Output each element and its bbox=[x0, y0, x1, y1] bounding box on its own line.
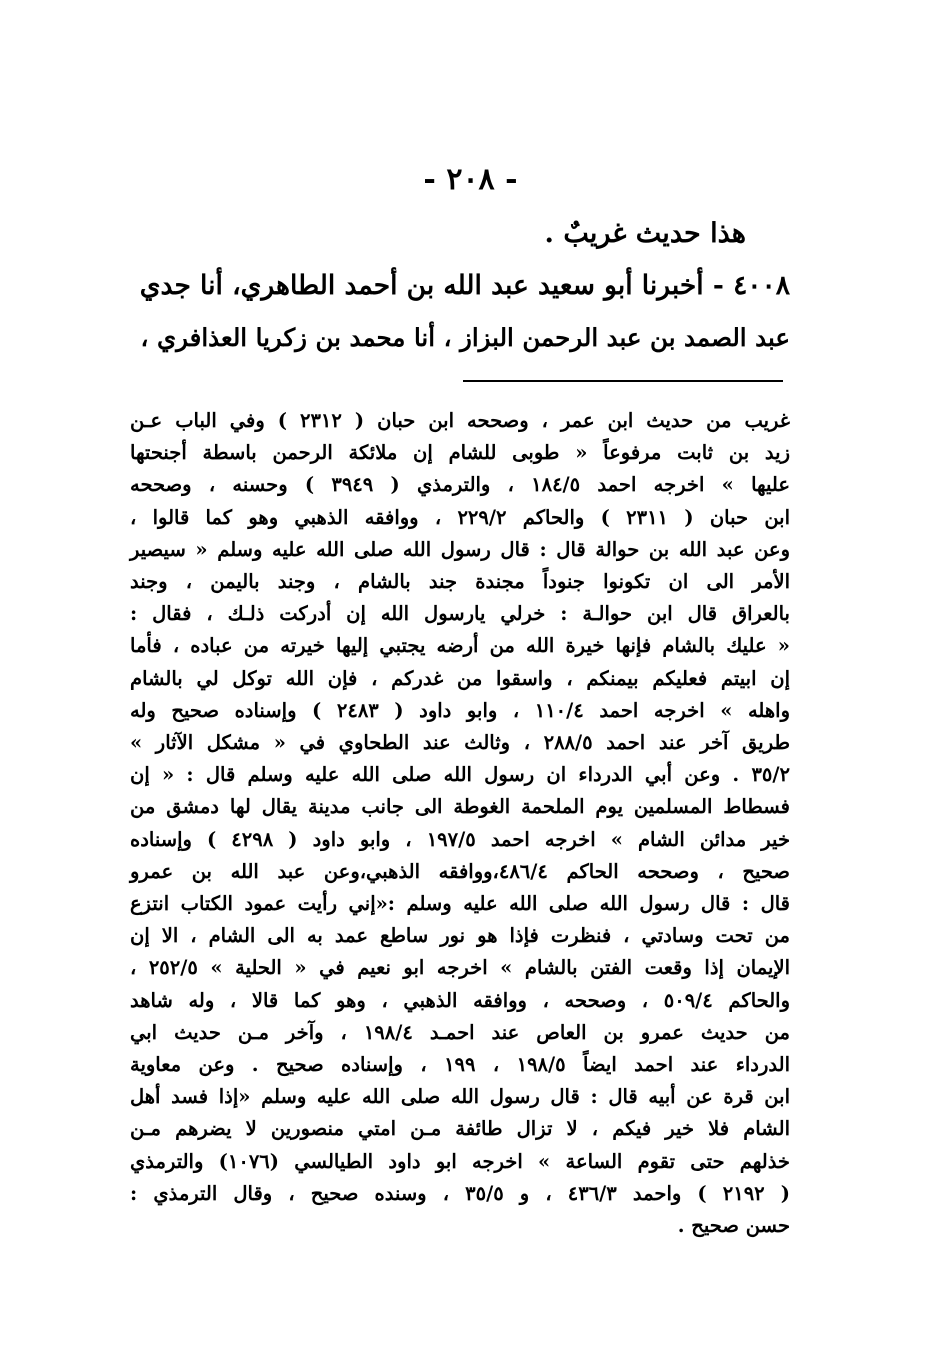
footnote-line: طريق آخر عند احمد ٢٨٨/٥ ، وثالث عند الطحاوي في « مشكل الآثار » bbox=[130, 731, 790, 755]
footnote-line: حسن صحيح . bbox=[677, 1214, 790, 1238]
footnote-line: ٣٥/٢ . وعن أبي الدرداء ان رسول الله صلى الله عليه وسلم قال : « إن bbox=[130, 763, 790, 787]
footnote-line: زيد بن ثابت مرفوعاً « طوبى للشام إن ملائكة الرحمن باسطة أجنحتها bbox=[130, 441, 790, 465]
footnote-line: عليها » اخرجه احمد ١٨٤/٥ ، والترمذي ( ٣٩٤٩ ) وحسنه ، وصححه bbox=[130, 473, 790, 497]
footnote-line: ابن حبان ( ٢٣١١ ) والحاكم ٢٢٩/٢ ، ووافقه الذهبي وهو كما قالوا ، bbox=[130, 505, 791, 529]
footnote-line: وعن عبد الله بن حوالة قال : قال رسول الله صلى الله عليه وسلم « سيصير bbox=[130, 537, 790, 561]
footnote-line: الدرداء عند احمد ايضاً ١٩٨/٥ ، ١٩٩ ، وإسناده صحيح . وعن معاوية bbox=[130, 1053, 791, 1077]
footnote-separator bbox=[463, 380, 783, 382]
footnote-line: من حديث عمرو بن العاص عند احمـد ١٩٨/٤ ، وآخر مـن حديث ابي bbox=[130, 1020, 790, 1044]
footnote-line: بالعراق قال ابن حوالـة : خرلي يارسول الله إن أدركت ذلـك ، فقال : bbox=[130, 602, 790, 626]
main-text-line: عبد الصمد بن عبد الرحمن البزاز ، أنا محمد بن زكريا العذافري ، bbox=[140, 323, 790, 352]
footnote-line: « عليك بالشام فإنها خيرة الله من أرضه يجتبي إليها خيرته من عباده ، فأما bbox=[130, 634, 790, 658]
footnote-line: فسطاط المسلمين يوم الملحمة الغوطة الى جانب مدينة يقال لها دمشق من bbox=[130, 795, 790, 819]
main-text-line: هذا حديث غريبٌ . bbox=[544, 218, 746, 249]
footnote-line: ( ٢١٩٢ ) واحمد ٤٣٦/٣ ، و ٣٥/٥ ، وسنده صحيح ، وقال الترمذي : bbox=[130, 1181, 791, 1205]
main-text-line: ٤٠٠٨ - أخبرنا أبو سعيد عبد الله بن أحمد الطاهري، أنا جدي bbox=[139, 270, 790, 301]
footnote-line: قال : قال رسول الله صلى الله عليه وسلم :«إني رأيت عمود الكتاب انتزع bbox=[130, 892, 790, 916]
footnote-line: ابن قرة عن أبيه قال : قال رسول الله صلى الله عليه وسلم «إذا فسد أهل bbox=[130, 1085, 790, 1109]
footnote-line: والحاكم ٥٠٩/٤ ، وصححه ، ووافقه الذهبي ، وهو كما قالا ، وله شاهد bbox=[130, 988, 790, 1012]
footnote-line: من تحت وسادتي ، فنظرت فإذا هو نور ساطع عمد به الى الشام ، الا إن bbox=[130, 924, 790, 948]
footnote-line: غريب من حديث ابن عمر ، وصححه ابن حبان ( ٢٣١٢ ) وفي الباب عـن bbox=[130, 409, 790, 432]
footnote-line: خير مدائن الشام » اخرجه احمد ١٩٧/٥ ، وابو داود ( ٤٢٩٨ ) وإسناده bbox=[130, 827, 790, 851]
footnote bbox=[130, 405, 790, 1242]
footnote-line: خذلهم حتى تقوم الساعة » اخرجه ابو داود الطيالسي (١٠٧٦) والترمذي bbox=[130, 1149, 790, 1173]
footnote-line: إن ابيتم فعليكم بيمنكم ، واسقوا من غدركم ، فإن الله توكل لي بالشام bbox=[130, 666, 790, 690]
footnote-line: الإيمان إذا وقعت الفتن بالشام » اخرجه ابو نعيم في « الحلية » ٢٥٢/٥ ، bbox=[130, 956, 790, 980]
main-text bbox=[130, 208, 790, 364]
footnote-line: صحيح ، وصححه الحاكم ٤٨٦/٤،ووافقه الذهبي،وعن عبد الله بن عمرو bbox=[130, 859, 790, 883]
page-number: - ٢٠٨ - bbox=[423, 162, 518, 197]
footnote-line: واهله » اخرجه احمد ١١٠/٤ ، وابو داود ( ٢٤٨٣ ) وإسناده صحيح وله bbox=[130, 698, 790, 722]
footnote-line: الشام فلا خير فيكم ، لا تزال طائفة مـن امتي منصورين لا يضرهم مـن bbox=[130, 1117, 790, 1141]
footnote-line: الأمر الى ان تكونوا جنوداً مجندة جند بالشام ، وجند باليمن ، وجند bbox=[130, 570, 790, 594]
